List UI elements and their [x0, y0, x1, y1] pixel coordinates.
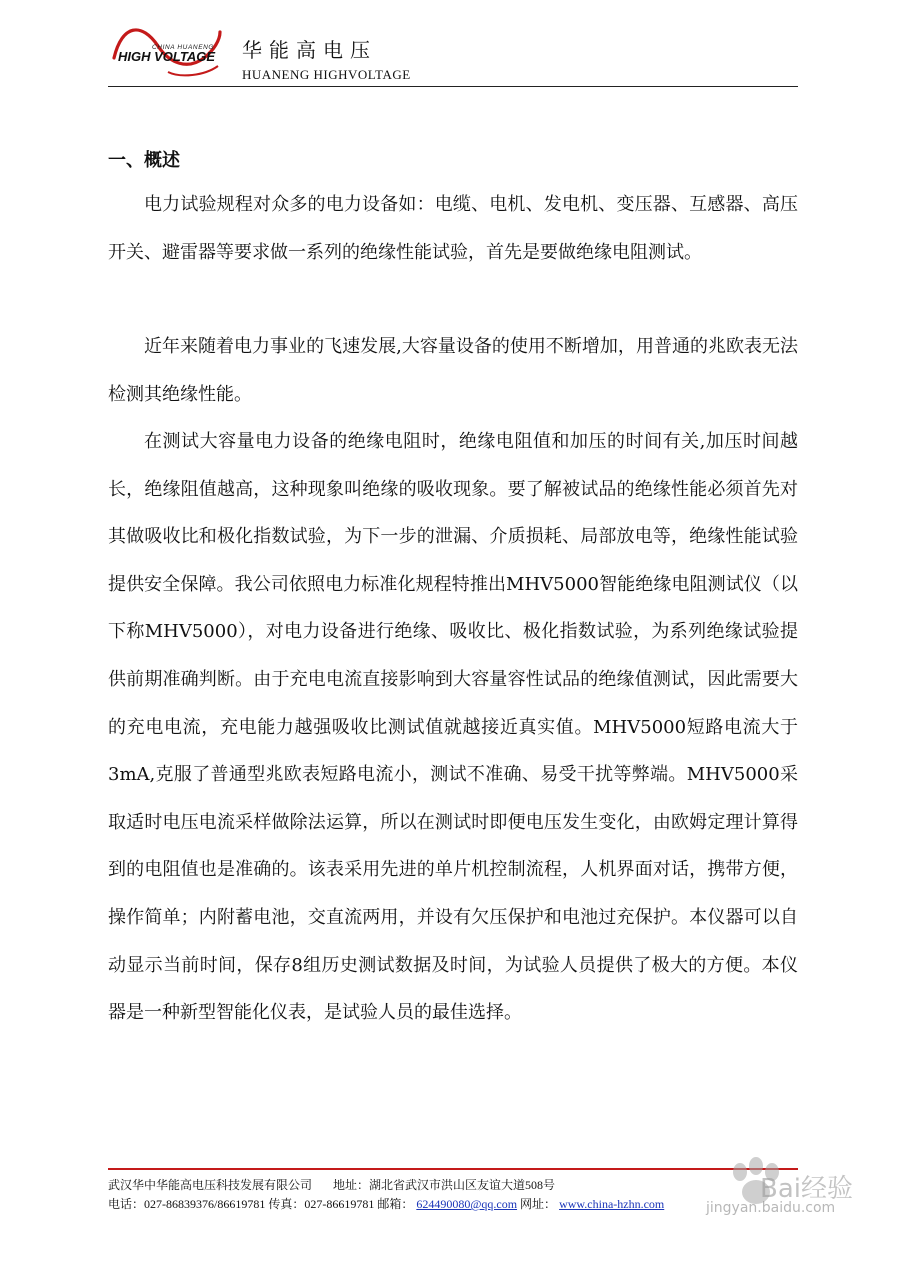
- huaneng-logo: [108, 18, 243, 82]
- footer-email-link[interactable]: 624490080@qq.com: [416, 1197, 518, 1211]
- footer-site-link[interactable]: www.china-hzhn.com: [559, 1197, 665, 1211]
- footer-company: 武汉华中华能高电压科技发展有限公司: [108, 1178, 313, 1192]
- section-heading: 一、概述: [108, 150, 180, 171]
- logo-main-text: HIGH VOLTAGE: [118, 49, 216, 64]
- paragraph: 近年来随着电力事业的飞速发展,大容量设备的使用不断增加，用普通的兆欧表无法检测其绝缘性能。: [108, 336, 798, 405]
- footer-phone: 电话：027-86839376/86619781 传真：027-86619781 邮箱：: [108, 1197, 414, 1211]
- footer-site-label: 网址：: [520, 1197, 557, 1211]
- watermark-text: Bai经验: [760, 1174, 853, 1204]
- watermark-url: jingyan.baidu.com: [706, 1200, 836, 1216]
- header-divider: [108, 86, 798, 87]
- paragraph: 电力试验规程对众多的电力设备如：电缆、电机、发电机、变压器、互感器、高压开关、避雷器等要求做一系列的绝缘性能试验，首先是要做绝缘电阻测试。: [108, 194, 798, 263]
- footer-address: 地址：湖北省武汉市洪山区友谊大道508号: [333, 1178, 556, 1192]
- paragraph: 在测试大容量电力设备的绝缘电阻时，绝缘电阻值和加压的时间有关,加压时间越长，绝缘阻值越高，这种现象叫绝缘的吸收现象。要了解被试品的绝缘性能必须首先对其做吸收比和极化指数试验，为下一步的泄漏、介质损耗、局部放电等，绝缘性能试验提供安全保障。我公司依照电力标准化规程特推出MHV5000智能绝缘电阻测试仪（以下称MHV5000），对电力设备进行绝缘、吸收比、极化指数试验，为系列绝缘试验提供前期准确判断。由于充电电流直接影响到大容量容性试品的绝缘值测试，因此需要大的充电电流，充电能力越强吸收比测试值就越接近真实值。MHV5000短路电流大于3mA,克服了普通型兆欧表短路电流小，测试不准确、易受干扰等弊端。MHV5000采取适时电压电流采样做除法运算，所以在测试时即便电压发生变化，由欧姆定理计算得到的电阻值也是准确的。该表采用先进的单片机控制流程，人机界面对话，携带方便，操作简单；内附蓄电池，交直流两用，并设有欠压保护和电池过充保护。本仪器可以自动显示当前时间，保存8组历史测试数据及时间，为试验人员提供了极大的方便。本仪器是一种新型智能化仪表，是试验人员的最佳选择。: [108, 431, 798, 1024]
- brand-chinese-name: 华能高电压: [242, 38, 377, 62]
- brand-english-name: HUANENG HIGHVOLTAGE: [242, 67, 411, 82]
- logo-small-text: CHINA HUANENG: [152, 44, 215, 51]
- page-header: [108, 18, 798, 88]
